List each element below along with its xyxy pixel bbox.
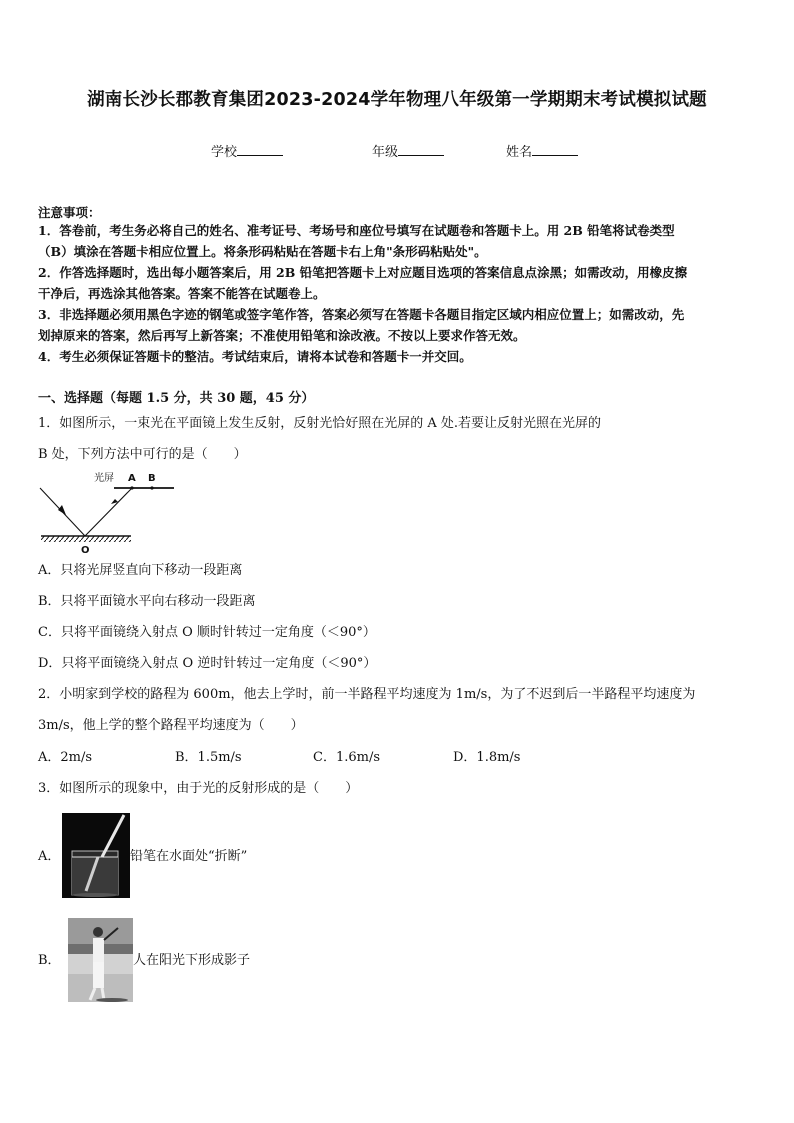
note-line: 干净后，再选涂其他答案。答案不能答在试题卷上。: [38, 286, 326, 301]
option-b[interactable]: B．只将平面镜水平向右移动一段距离: [38, 594, 256, 609]
school-label: 学校: [211, 145, 238, 160]
mirror-hatching: [41, 536, 131, 542]
option-d[interactable]: D．1.8m/s: [453, 750, 521, 765]
option-a[interactable]: A．只将光屏竖直向下移动一段距离: [38, 563, 243, 578]
pencil-in-water-photo: [62, 813, 130, 898]
point-a-label: A: [128, 473, 136, 484]
question-2-text: 3m/s，他上学的整个路程平均速度为（ ）: [38, 718, 304, 733]
option-a-text[interactable]: 铅笔在水面处“折断”: [130, 849, 248, 864]
section-heading: 一、选择题（每题 1.5 分，共 30 题，45 分）: [38, 391, 315, 406]
note-line: 划掉原来的答案，然后再写上新答案；不准使用铅笔和涂改液。不按以上要求作答无效。: [38, 328, 526, 343]
option-a[interactable]: A．2m/s: [38, 750, 93, 765]
grade-field: [372, 141, 444, 160]
note-line: 3．非选择题必须用黑色字迹的钢笔或签字笔作答，答案必须写在答题卡各题目指定区域内相应位置上；如需改动，先: [38, 307, 685, 322]
point-b-mark: [150, 486, 153, 489]
note-line: （B）填涂在答题卡相应位置上。将条形码粘贴在答题卡右上角"条形码粘贴处"。: [38, 244, 487, 259]
grade-blank[interactable]: [398, 143, 444, 156]
question-1-text: B 处，下列方法中可行的是（ ）: [38, 447, 247, 462]
point-b-label: B: [148, 473, 156, 484]
question-3-text: 3．如图所示的现象中，由于光的反射形成的是（ ）: [38, 781, 359, 796]
option-b-letter[interactable]: B．: [38, 953, 61, 968]
option-b-text[interactable]: 人在阳光下形成影子: [133, 953, 251, 968]
note-line: 2．作答选择题时，选出每小题答案后，用 2B 铅笔把答题卡上对应题目选项的答案信息点涂黑；如需改动，用橡皮擦: [38, 265, 688, 280]
page-title: 湖南长沙长郡教育集团2023-2024学年物理八年级第一学期期末考试模拟试题: [87, 90, 707, 110]
name-field: [506, 141, 578, 160]
school-blank[interactable]: [237, 143, 283, 156]
point-a-mark: [130, 486, 133, 489]
note-line: 1．答卷前，考生务必将自己的姓名、准考证号、考场号和座位号填写在试题卷和答题卡上。用 2B 铅笔将试卷类型: [38, 223, 675, 238]
name-blank[interactable]: [532, 143, 578, 156]
incident-arrow: [58, 505, 66, 515]
school-field: [211, 141, 283, 160]
reflected-ray: [85, 488, 132, 536]
grade-label: 年级: [372, 145, 399, 160]
person-shadow-photo: [68, 918, 133, 1002]
option-a-letter[interactable]: A．: [38, 849, 61, 864]
option-d[interactable]: D．只将平面镜绕入射点 O 逆时针转过一定角度（＜90°）: [38, 656, 377, 671]
question-1-text: 1．如图所示，一束光在平面镜上发生反射，反射光恰好照在光屏的 A 处.若要让反射光照在光屏的: [38, 416, 602, 431]
option-c[interactable]: C．1.6m/s: [313, 750, 380, 765]
point-o-label: O: [81, 545, 90, 556]
name-label: 姓名: [506, 145, 533, 160]
screen-label: 光屏: [94, 473, 114, 484]
notes-heading: 注意事项：: [38, 205, 101, 220]
question-2-text: 2．小明家到学校的路程为 600m，他去上学时，前一半路程平均速度为 1m/s，为了不迟到后一半路程平均速度为: [38, 687, 696, 702]
option-c[interactable]: C．只将平面镜绕入射点 O 顺时针转过一定角度（＜90°）: [38, 625, 376, 640]
note-line: 4．考生必须保证答题卡的整洁。考试结束后，请将本试卷和答题卡一并交回。: [38, 349, 472, 364]
mirror-reflection-diagram: [36, 468, 186, 556]
option-b[interactable]: B．1.5m/s: [175, 750, 242, 765]
